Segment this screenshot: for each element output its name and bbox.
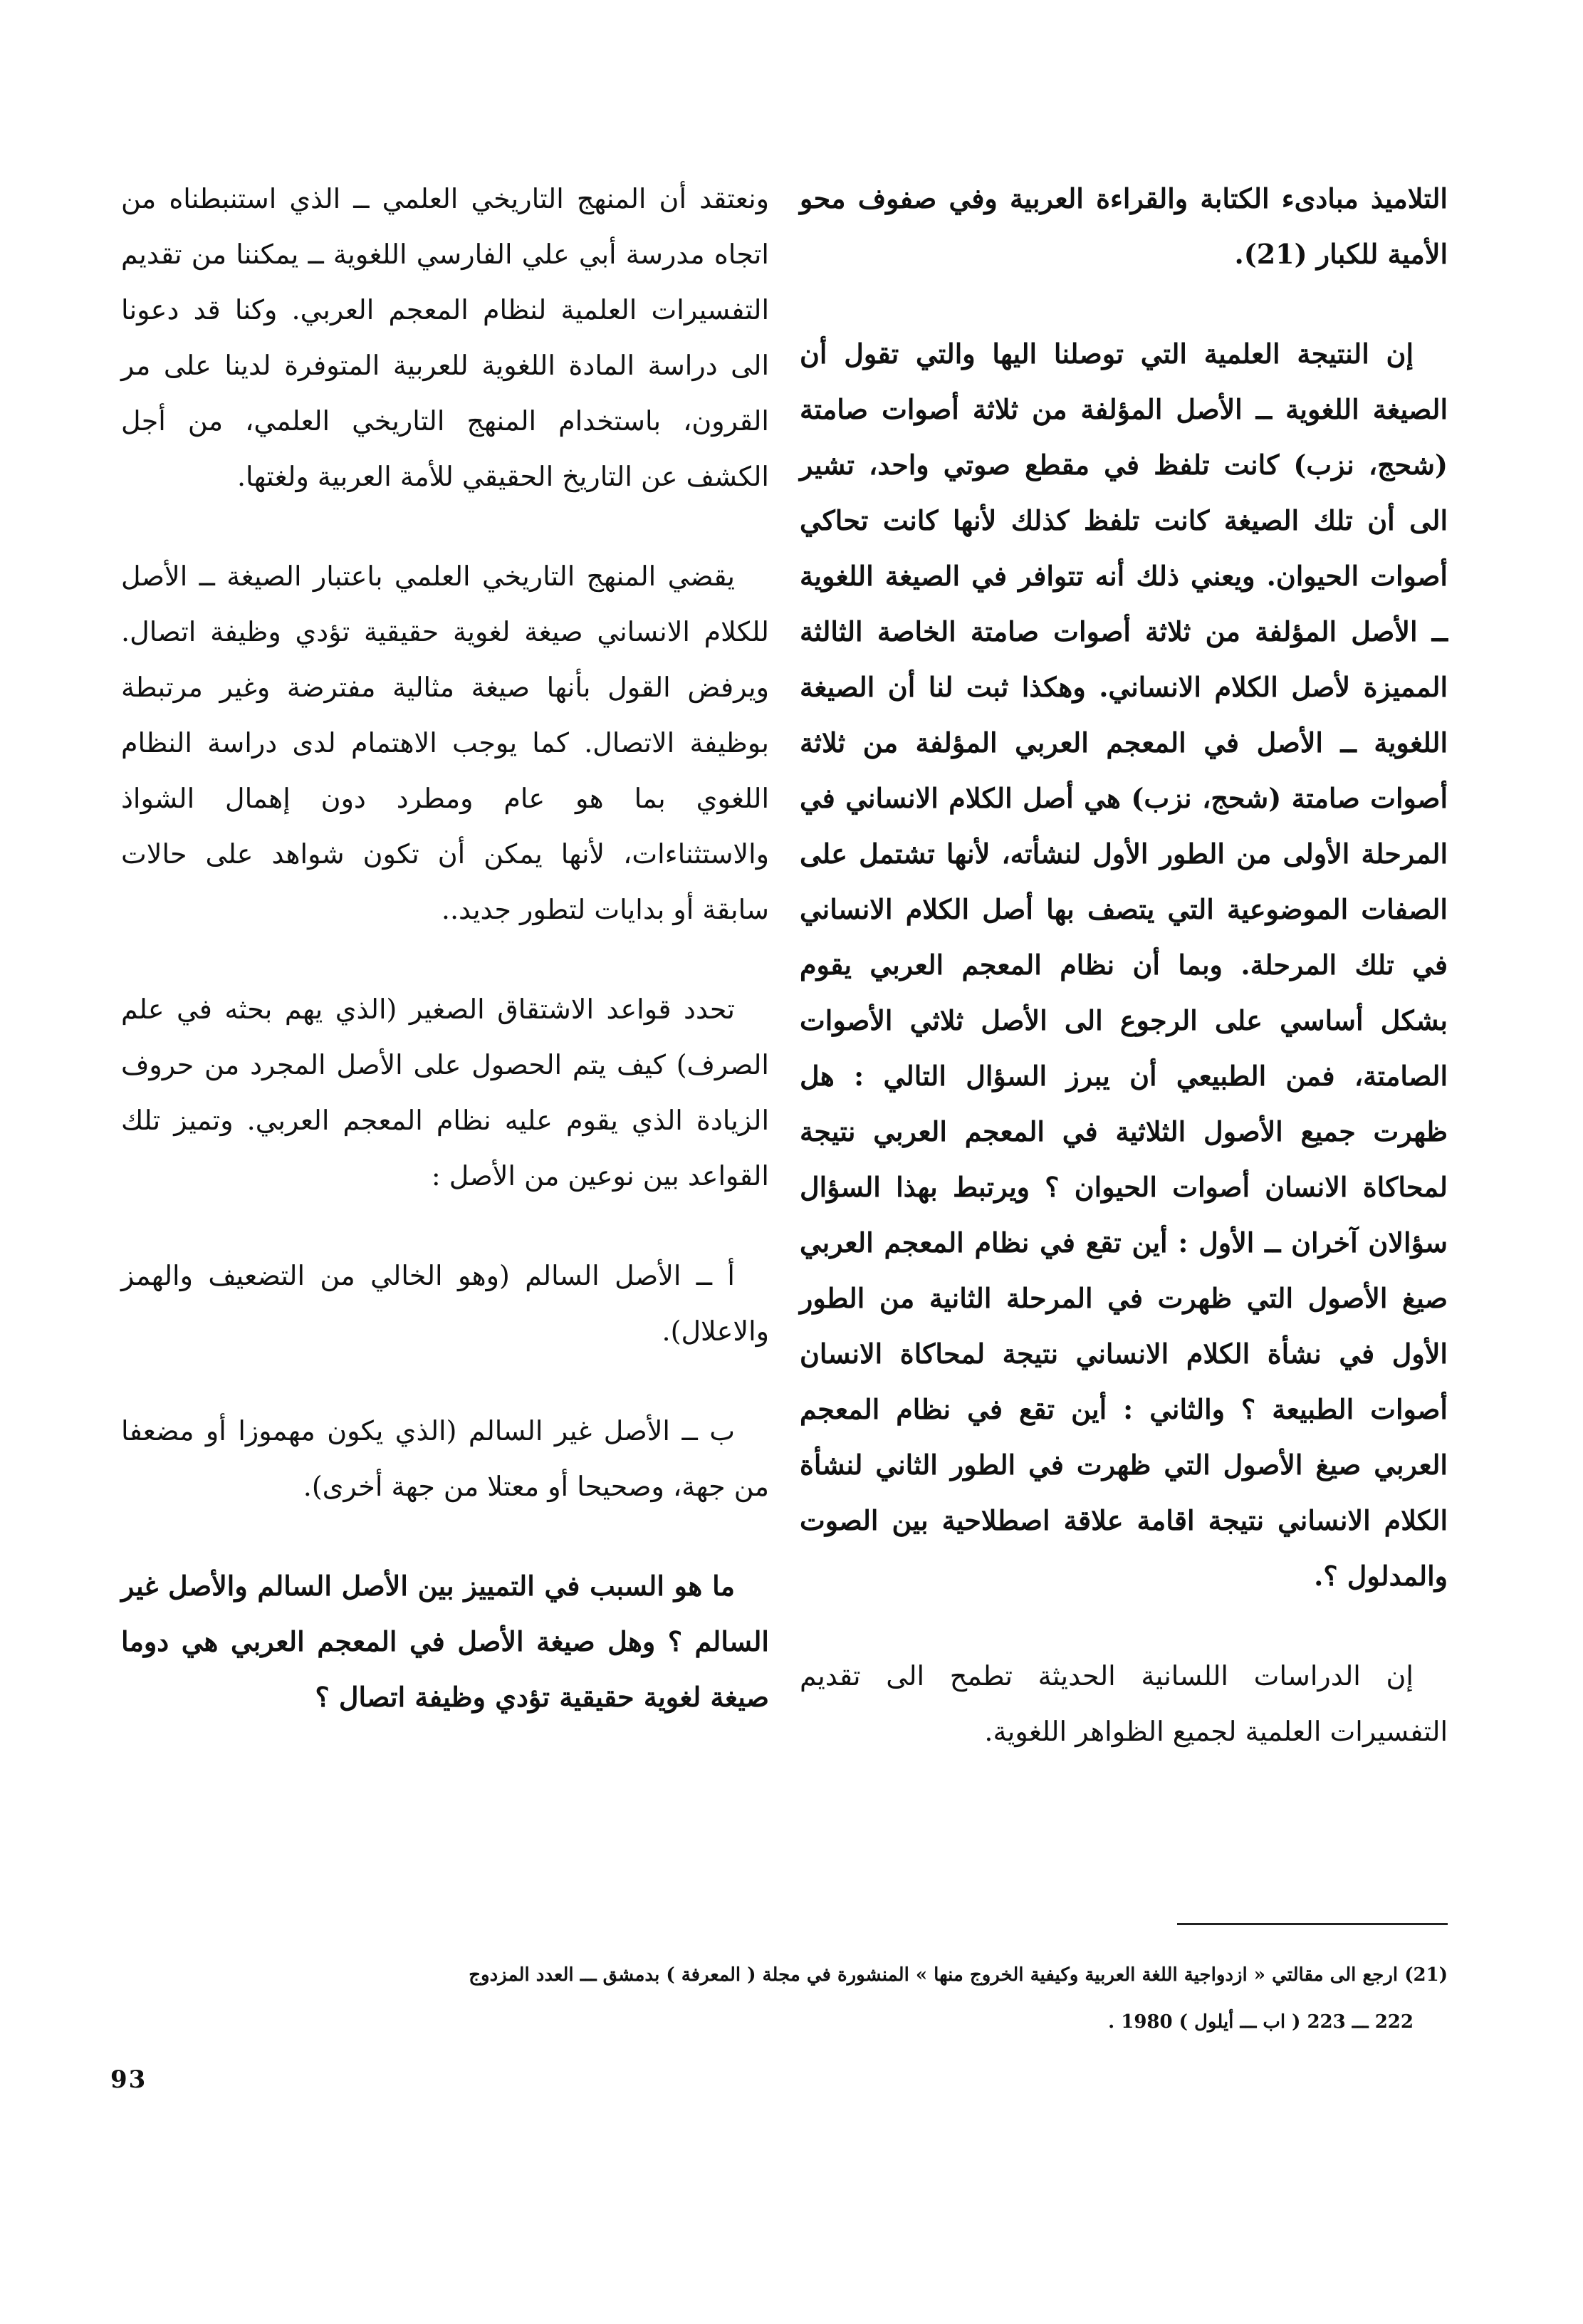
paragraph: أ ــ الأصل السالم (وهو الخالي من التضعيف والهمز والاعلال).: [121, 1260, 769, 1347]
footnote-line: 222 ـــ 223 ( اب ـــ أيلول ) 1980 .: [1108, 2011, 1414, 2033]
page-number: 93: [110, 2065, 147, 2094]
footnote-line: (21) ارجع الى مقالتي « ازدواجية اللغة العربية وكيفية الخروج منها » المنشورة في مجلة ( المعرفة ) بدمشق ـــ العدد المزدوج: [469, 1964, 1448, 1986]
paragraph: ونعتقد أن المنهج التاريخي العلمي ــ الذي استنبطناه من اتجاه مدرسة أبي علي الفارسي اللغوية ــ يمكننا من تقديم التفسيرات العلمية لنظام المعجم العربي. وكنا قد دعونا الى دراسة المادة اللغوية للعربية المتوفرة لدينا على مر القرون، باستخدام المنهج التاريخي العلمي، من أجل الكشف عن التاريخ الحقيقي للأمة العربية ولغتها.: [121, 183, 769, 492]
paragraph: يقضي المنهج التاريخي العلمي باعتبار الصيغة ــ الأصل للكلام الانساني صيغة لغوية حقيقية تؤدي وظيفة اتصال. ويرفض القول بأنها صيغة مثالية مفترضة وغير مرتبطة بوظيفة الاتصال. كما يوجب الاهتمام لدى دراسة النظام اللغوي بما هو عام ومطرد دون إهمال الشواذ والاستثناءات، لأنها يمكن أن تكون شواهد على حالات سابقة أو بدايات لتطور جديد..: [121, 561, 769, 925]
paragraph: تحدد قواعد الاشتقاق الصغير (الذي يهم بحثه في علم الصرف) كيف يتم الحصول على الأصل المجرد من حروف الزيادة الذي يقوم عليه نظام المعجم العربي. وتميز تلك القواعد بين نوعين من الأصل :: [121, 994, 769, 1192]
paragraph: ما هو السبب في التمييز بين الأصل السالم والأصل غير السالم ؟ وهل صيغة الأصل في المعجم العربي هي دوما صيغة لغوية حقيقية تؤدي وظيفة اتصال ؟: [121, 1570, 769, 1713]
right-column: [800, 171, 1448, 1803]
footnote: [123, 1952, 1448, 2046]
left-column: [121, 171, 769, 1769]
paragraph: إن الدراسات اللسانية الحديثة تطمح الى تقديم التفسيرات العلمية لجميع الظواهر اللغوية.: [800, 1660, 1448, 1747]
footnote-divider: [1177, 1923, 1448, 1925]
paragraph: إن النتيجة العلمية التي توصلنا اليها والتي تقول أن الصيغة اللغوية ــ الأصل المؤلفة من ثلاثة أصوات صامتة (شحج، نزب) كانت تلفظ في مقطع صوتي واحد، تشير الى أن تلك الصيغة كانت تلفظ كذلك لأنها كانت تحاكي أصوات الحيوان. ويعني ذلك أنه تتوافر في الصيغة اللغوية ــ الأصل المؤلفة من ثلاثة أصوات صامتة الخاصة الثالثة المميزة لأصل الكلام الانساني. وهكذا ثبت لنا أن الصيغة اللغوية ــ الأصل في المعجم العربي المؤلفة من ثلاثة أصوات صامتة (شحج، نزب) هي أصل الكلام الانساني في المرحلة الأولى من الطور الأول لنشأته، لأنها تشتمل على الصفات الموضوعية التي يتصف بها أصل الكلام الانساني في تلك المرحلة. وبما أن نظام المعجم العربي يقوم بشكل أساسي على الرجوع الى الأصل ثلاثي الأصوات الصامتة، فمن الطبيعي أن يبرز السؤال التالي : هل ظهرت جميع الأصول الثلاثية في المعجم العربي نتيجة لمحاكاة الانسان أصوات الحيوان ؟ ويرتبط بهذا السؤال سؤالان آخران ــ الأول : أين تقع في نظام المعجم العربي صيغ الأصول التي ظهرت في المرحلة الثانية من الطور الأول في نشأة الكلام الانساني نتيجة لمحاكاة الانسان أصوات الطبيعة ؟ والثاني : أين تقع في نظام المعجم العربي صيغ الأصول التي ظهرت في الطور الثاني لنشأة الكلام الانساني نتيجة اقامة علاقة اصطلاحية بين الصوت والمدلول ؟.: [800, 338, 1448, 1592]
paragraph: ب ــ الأصل غير السالم (الذي يكون مهموزا أو مضعفا من جهة، وصحيحا أو معتلا من جهة أخرى).: [121, 1415, 769, 1502]
paragraph: التلاميذ مبادىء الكتابة والقراءة العربية وفي صفوف محو الأمية للكبار (21).: [800, 182, 1448, 270]
